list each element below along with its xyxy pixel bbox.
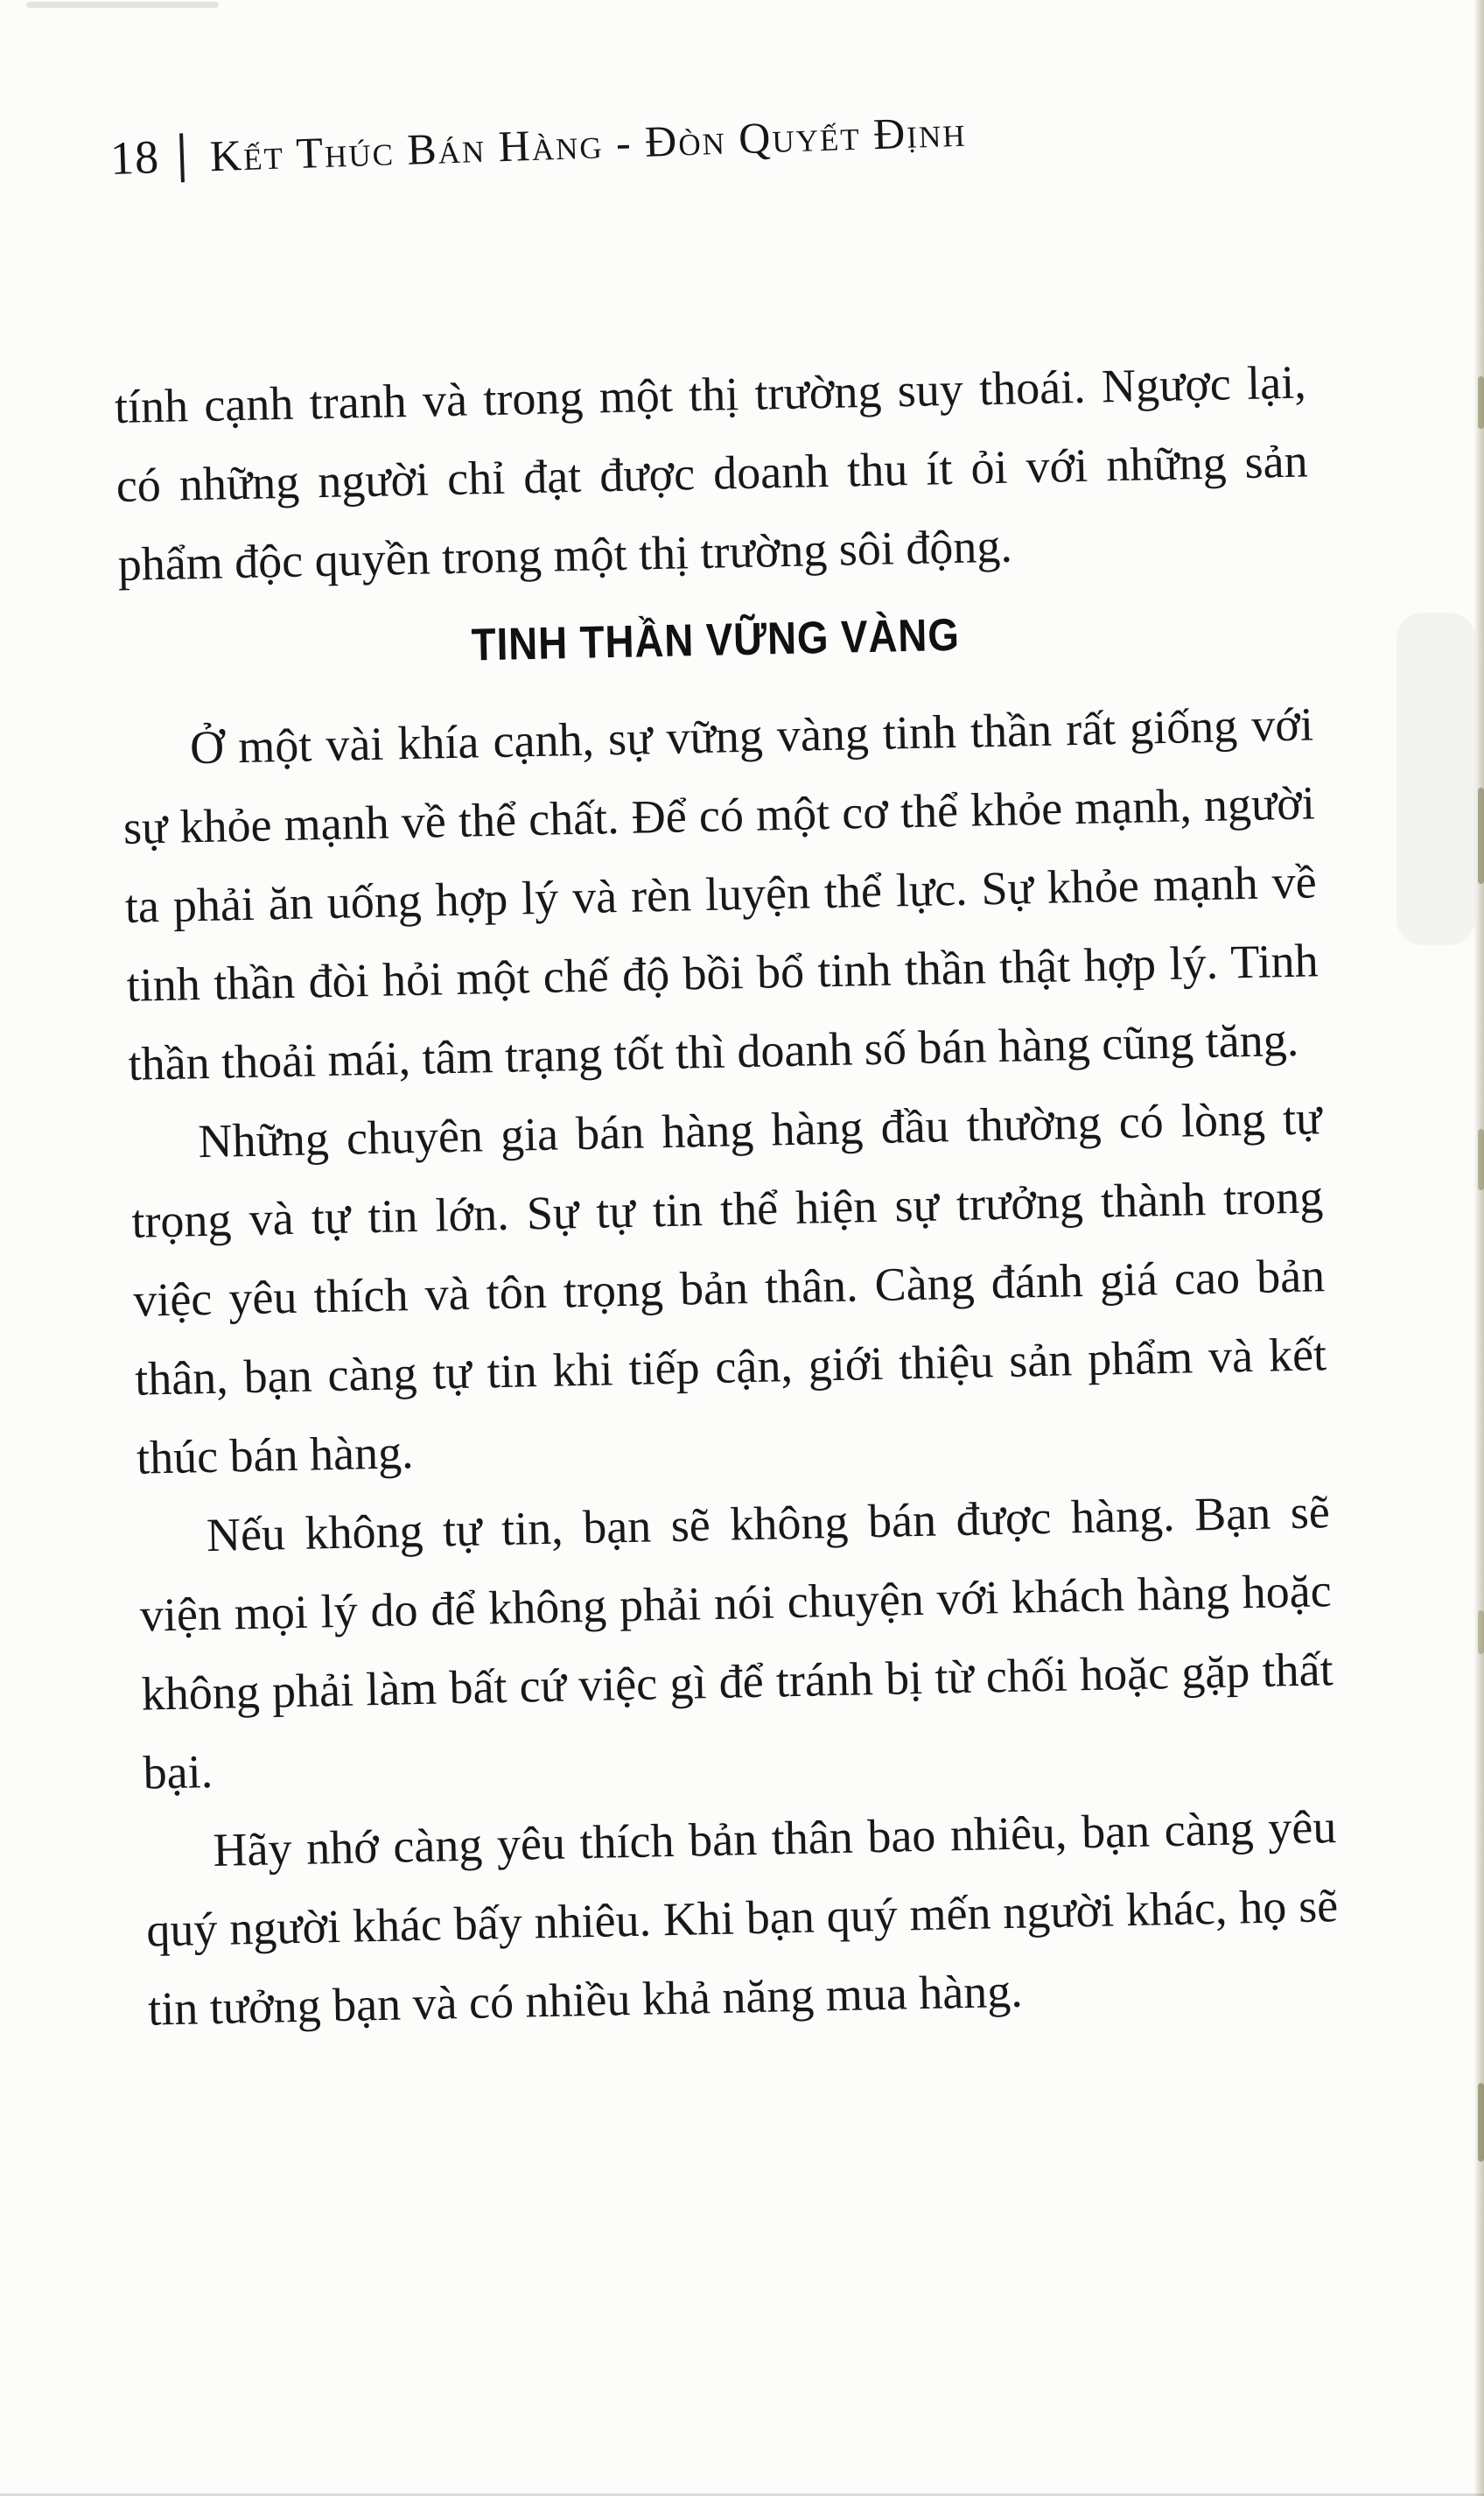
- paragraph-mental-fitness: Ở một vài khía cạnh, sự vững vàng tinh thần rất giống với sự khỏe mạnh về thể chất. Để có một cơ thể khỏe mạnh, người ta phải ăn uống hợp lý và rèn luyện thể lực. Sự khỏe mạnh về tinh thần đòi hỏi một chế độ bồi bổ tinh thần thật hợp lý. Tinh thần thoải mái, tâm trạng tốt thì doanh số bán hàng cũng tăng.: [122, 698, 1320, 1090]
- scan-speck: [1478, 376, 1484, 429]
- running-title: Kết Thúc Bán Hàng - Đòn Quyết Định: [209, 106, 968, 181]
- scan-speck: [1478, 1129, 1484, 1190]
- scan-top-smudge: [26, 2, 219, 8]
- page-number: 18: [109, 130, 160, 185]
- paragraph-intro-continuation: tính cạnh tranh và trong một thị trường suy thoái. Ngược lại, có những người chỉ đạt được doanh thu ít ỏi với những sản phẩm độc quyền trong một thị trường sôi động.: [114, 355, 1309, 591]
- scan-ghost-smudge: [1396, 613, 1475, 945]
- paragraph-love-yourself: Hãy nhớ càng yêu thích bản thân bao nhiêu, bạn càng yêu quý người khác bấy nhiêu. Khi bạn quý mến người khác, họ sẽ tin tưởng bạn và có nhiều khả năng mua hàng.: [145, 1800, 1339, 2036]
- scan-speck: [1478, 788, 1484, 884]
- header-divider: [179, 133, 185, 182]
- running-header: [109, 103, 967, 186]
- scan-speck: [1478, 2083, 1484, 2162]
- scan-speck: [1478, 1610, 1484, 1654]
- section-heading-row: [119, 594, 1312, 685]
- paragraph-no-confidence: Nếu không tự tin, bạn sẽ không bán được hàng. Bạn sẽ viện mọi lý do để không phải nói chuyện với khách hàng hoặc không phải làm bất cứ việc gì để tránh bị từ chối hoặc gặp thất bại.: [139, 1485, 1334, 1799]
- paragraph-top-sales-experts: Những chuyên gia bán hàng hàng đầu thường có lòng tự trọng và tự tin lớn. Sự tự tin thể hiện sự trưởng thành trong việc yêu thích và tôn trọng bản thân. Càng đánh giá cao bản thân, bạn càng tự tin khi tiếp cận, giới thiệu sản phẩm và kết thúc bán hàng.: [130, 1091, 1327, 1484]
- page-body: [114, 342, 1340, 2048]
- section-heading: TINH THẦN VỮNG VÀNG: [471, 609, 961, 671]
